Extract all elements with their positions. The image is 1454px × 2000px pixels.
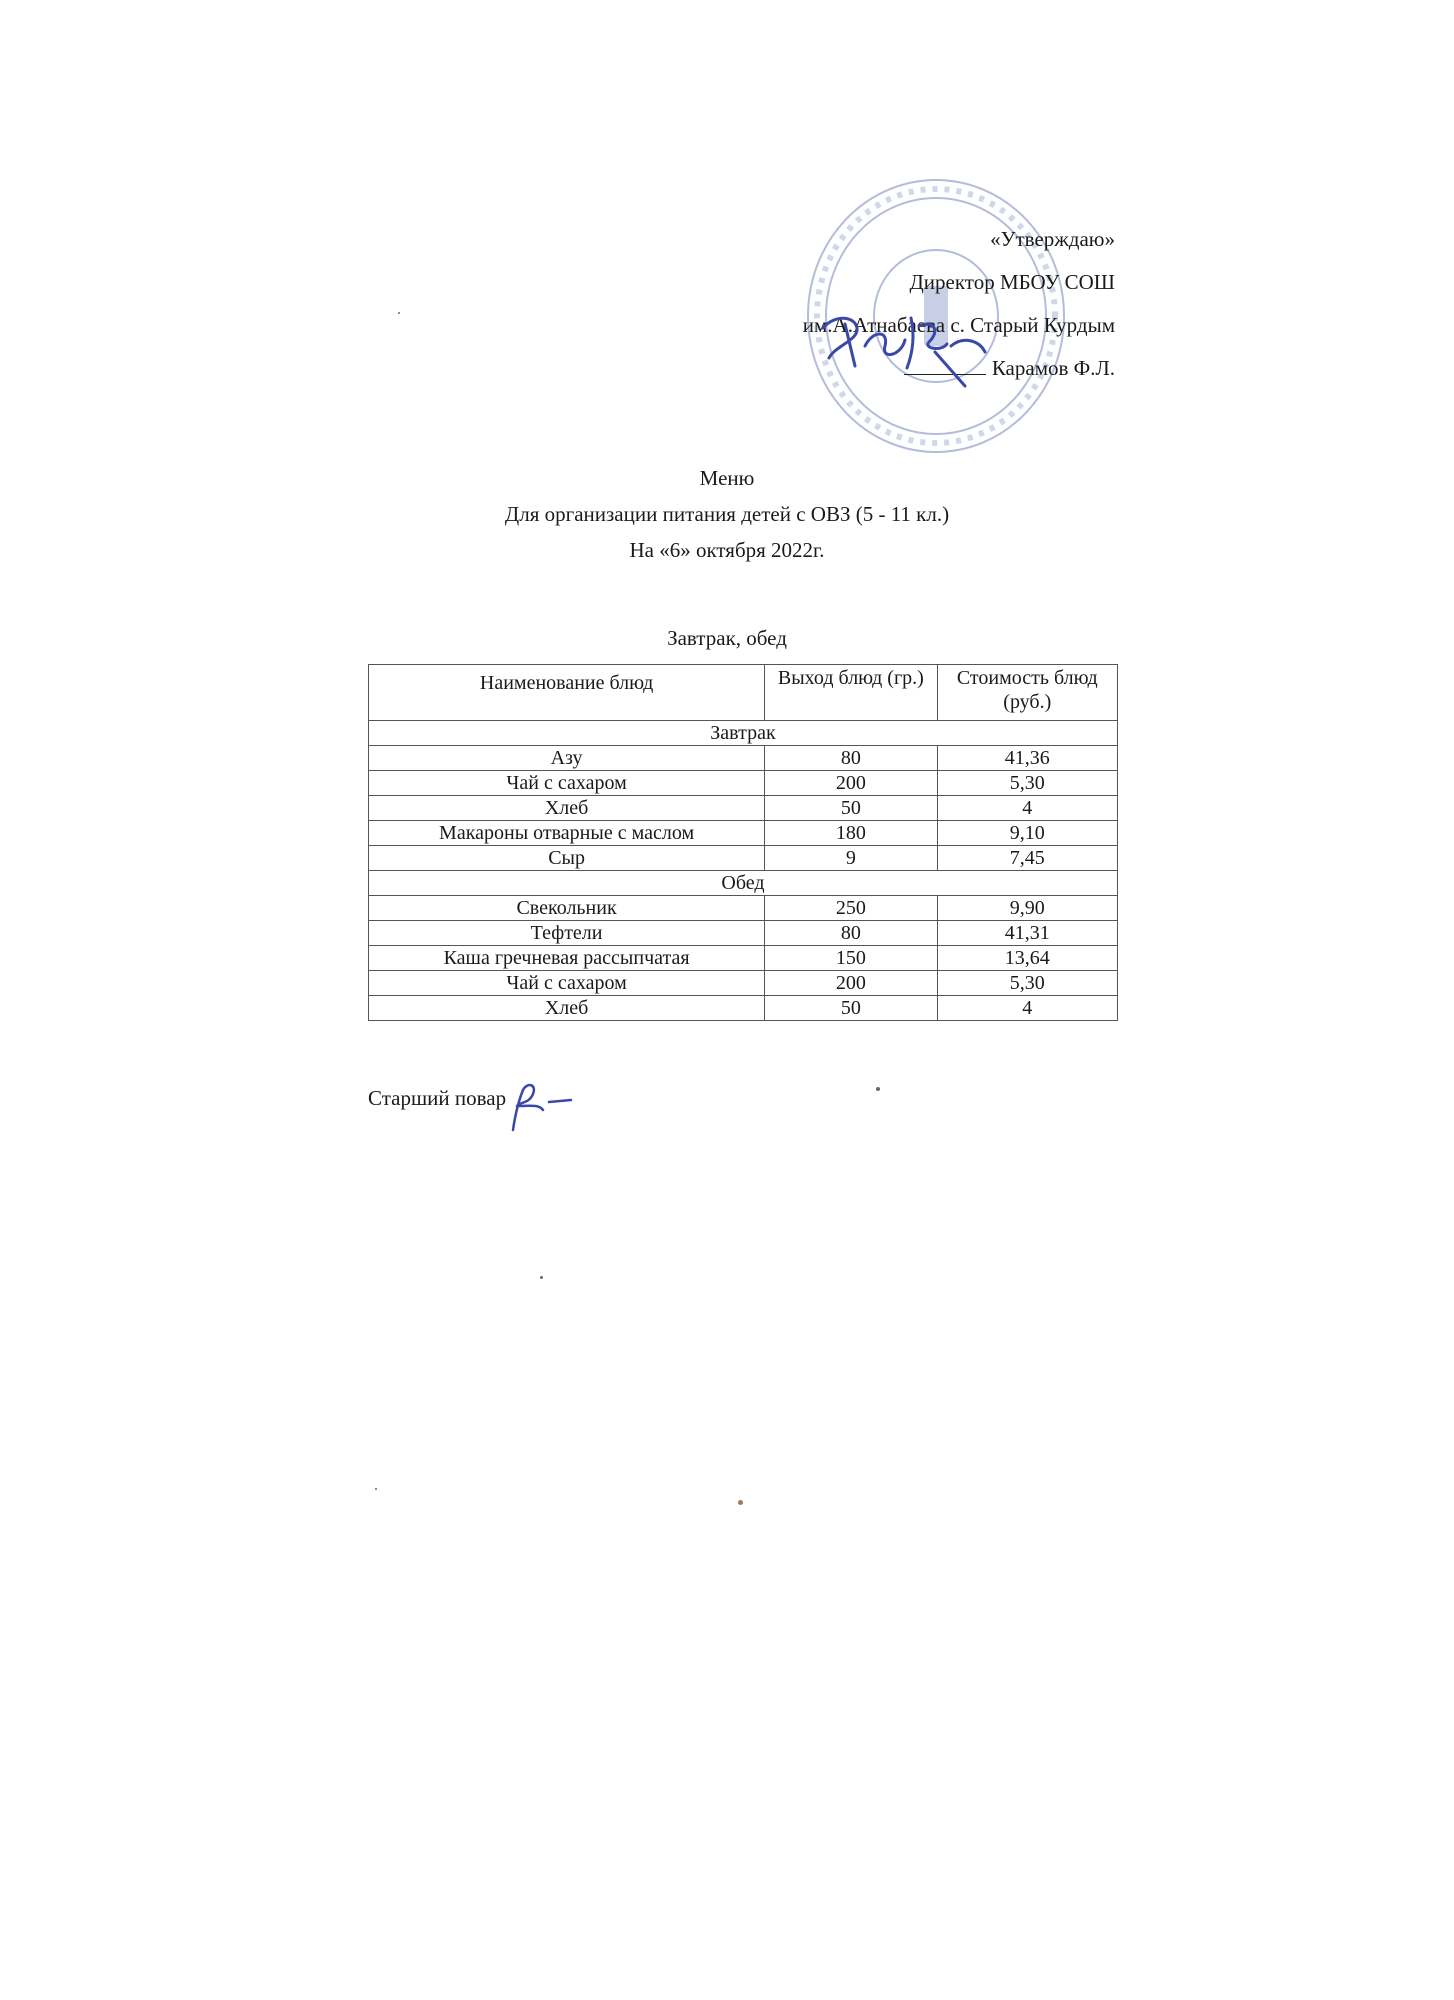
dish-name: Макароны отварные с маслом (369, 821, 765, 846)
table-row (369, 796, 1118, 821)
table-row (369, 846, 1118, 871)
cook-label: Старший повар (368, 1086, 507, 1110)
dish-name: Свекольник (369, 896, 765, 921)
dish-cost: 4 (937, 796, 1117, 821)
scan-speck (375, 1488, 377, 1490)
dish-cost: 41,36 (937, 746, 1117, 771)
menu-table (368, 664, 1118, 1021)
table-row (369, 946, 1118, 971)
header-cost: Стоимость блюд (руб.) (937, 665, 1117, 721)
dish-name: Хлеб (369, 796, 765, 821)
group-row-lunch (369, 871, 1118, 896)
scan-speck (398, 312, 400, 314)
dish-yield: 200 (765, 971, 937, 996)
table-row (369, 771, 1118, 796)
menu-date: На «6» октября 2022г. (629, 538, 825, 562)
dish-name: Сыр (369, 846, 765, 871)
dish-cost: 9,90 (937, 896, 1117, 921)
dish-name: Чай с сахаром (369, 771, 765, 796)
table-row (369, 921, 1118, 946)
table-row (369, 746, 1118, 771)
table-row (369, 896, 1118, 921)
dish-yield: 80 (765, 921, 937, 946)
dish-cost: 5,30 (937, 771, 1117, 796)
dish-cost: 41,31 (937, 921, 1117, 946)
dish-name: Чай с сахаром (369, 971, 765, 996)
dish-cost: 9,10 (937, 821, 1117, 846)
menu-title: Меню (699, 466, 755, 490)
dish-name: Хлеб (369, 996, 765, 1021)
scan-speck (738, 1500, 743, 1505)
dish-yield: 80 (765, 746, 937, 771)
header-yield: Выход блюд (гр.) (765, 665, 937, 721)
dish-yield: 50 (765, 796, 937, 821)
scan-speck (876, 1087, 880, 1091)
dish-name: Тефтели (369, 921, 765, 946)
dish-name: Каша гречневая рассыпчатая (369, 946, 765, 971)
approval-title: «Утверждаю» (990, 227, 1115, 251)
dish-cost: 7,45 (937, 846, 1117, 871)
dish-yield: 250 (765, 896, 937, 921)
approval-position: Директор МБОУ СОШ (909, 270, 1115, 294)
cook-signature (505, 1078, 575, 1136)
dish-yield: 50 (765, 996, 937, 1021)
director-signature (815, 306, 995, 390)
approval-signer-name: Карамов Ф.Л. (991, 356, 1115, 380)
scan-speck (540, 1276, 543, 1279)
dish-yield: 9 (765, 846, 937, 871)
group-row-breakfast (369, 721, 1118, 746)
dish-cost: 5,30 (937, 971, 1117, 996)
dish-name: Азу (369, 746, 765, 771)
dish-yield: 150 (765, 946, 937, 971)
dish-cost: 4 (937, 996, 1117, 1021)
approval-school: им.А.Атнабаева с. Старый Курдым (802, 313, 1115, 337)
menu-title-block (0, 460, 1454, 568)
dish-cost: 13,64 (937, 946, 1117, 971)
table-row (369, 996, 1118, 1021)
group-title: Завтрак (369, 721, 1118, 746)
table-header-row (369, 665, 1118, 721)
meal-heading: Завтрак, обед (667, 626, 787, 650)
table-row (369, 971, 1118, 996)
header-dish-name: Наименование блюд (369, 665, 765, 721)
group-title: Обед (369, 871, 1118, 896)
dish-yield: 200 (765, 771, 937, 796)
table-row (369, 821, 1118, 846)
dish-yield: 180 (765, 821, 937, 846)
menu-subtitle: Для организации питания детей с ОВЗ (5 - 11 кл.) (504, 502, 950, 526)
